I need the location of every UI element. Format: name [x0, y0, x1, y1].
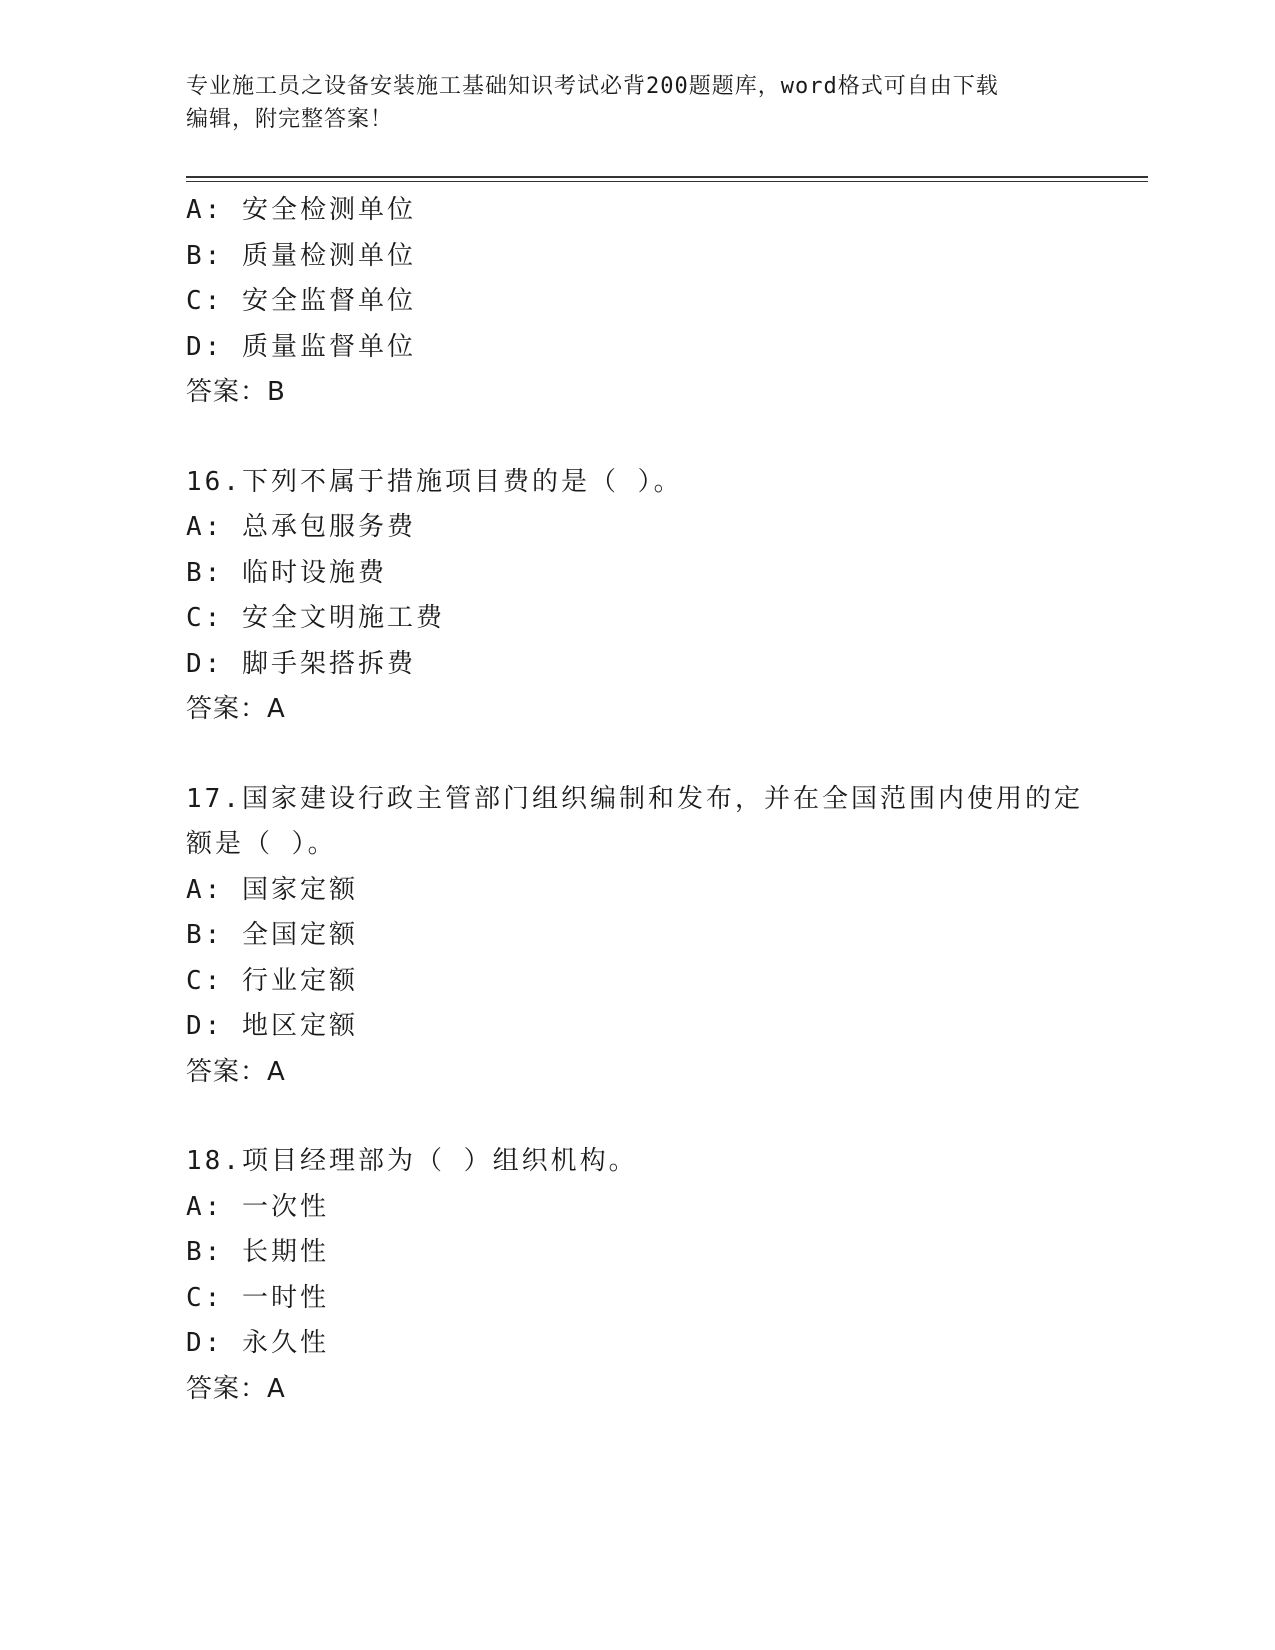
option-c: C: 行业定额	[186, 965, 358, 996]
header-line-1: 专业施工员之设备安装施工基础知识考试必背200题题库，word格式可自由下载	[186, 74, 999, 99]
option-b: B: 质量检测单位	[186, 240, 416, 271]
option-c: C: 一时性	[186, 1282, 329, 1313]
answer: 答案：A	[186, 1373, 286, 1404]
option-c: C: 安全监督单位	[186, 286, 416, 316]
answer: 答案：A	[186, 1056, 286, 1087]
question-stem: 18.项目经理部为（ ）组织机构。	[186, 1146, 638, 1176]
option-a: A: 总承包服务费	[186, 512, 416, 542]
option-a: A: 安全检测单位	[186, 195, 416, 225]
header-rule-thick	[186, 176, 1148, 178]
option-b: B: 临时设施费	[186, 557, 387, 588]
question-18	[186, 1139, 1086, 1412]
question-17	[186, 777, 1086, 1096]
answer: 答案：A	[186, 694, 286, 724]
option-d: D: 质量监督单位	[186, 331, 416, 362]
option-a: A: 国家定额	[186, 874, 358, 905]
question-list	[186, 188, 1086, 1412]
question-stem: 16.下列不属于措施项目费的是（ ）。	[186, 466, 683, 497]
answer: 答案：B	[186, 377, 286, 407]
option-c: C: 安全文明施工费	[186, 603, 445, 633]
option-d: D: 地区定额	[186, 1011, 358, 1041]
option-b: B: 全国定额	[186, 920, 358, 950]
option-d: D: 永久性	[186, 1328, 329, 1358]
header-line-2: 编辑，附完整答案！	[186, 107, 394, 132]
option-a: A: 一次性	[186, 1191, 329, 1222]
question-16	[186, 460, 1086, 733]
document-header	[186, 70, 1066, 136]
question-stem-line-2: 额是（ ）。	[186, 829, 337, 859]
header-rule-thin	[186, 181, 1148, 182]
question-15-continued	[186, 188, 1086, 416]
question-stem-line-1: 17.国家建设行政主管部门组织编制和发布，并在全国范围内使用的定	[186, 783, 1083, 814]
option-b: B: 长期性	[186, 1237, 329, 1267]
option-d: D: 脚手架搭拆费	[186, 648, 416, 679]
